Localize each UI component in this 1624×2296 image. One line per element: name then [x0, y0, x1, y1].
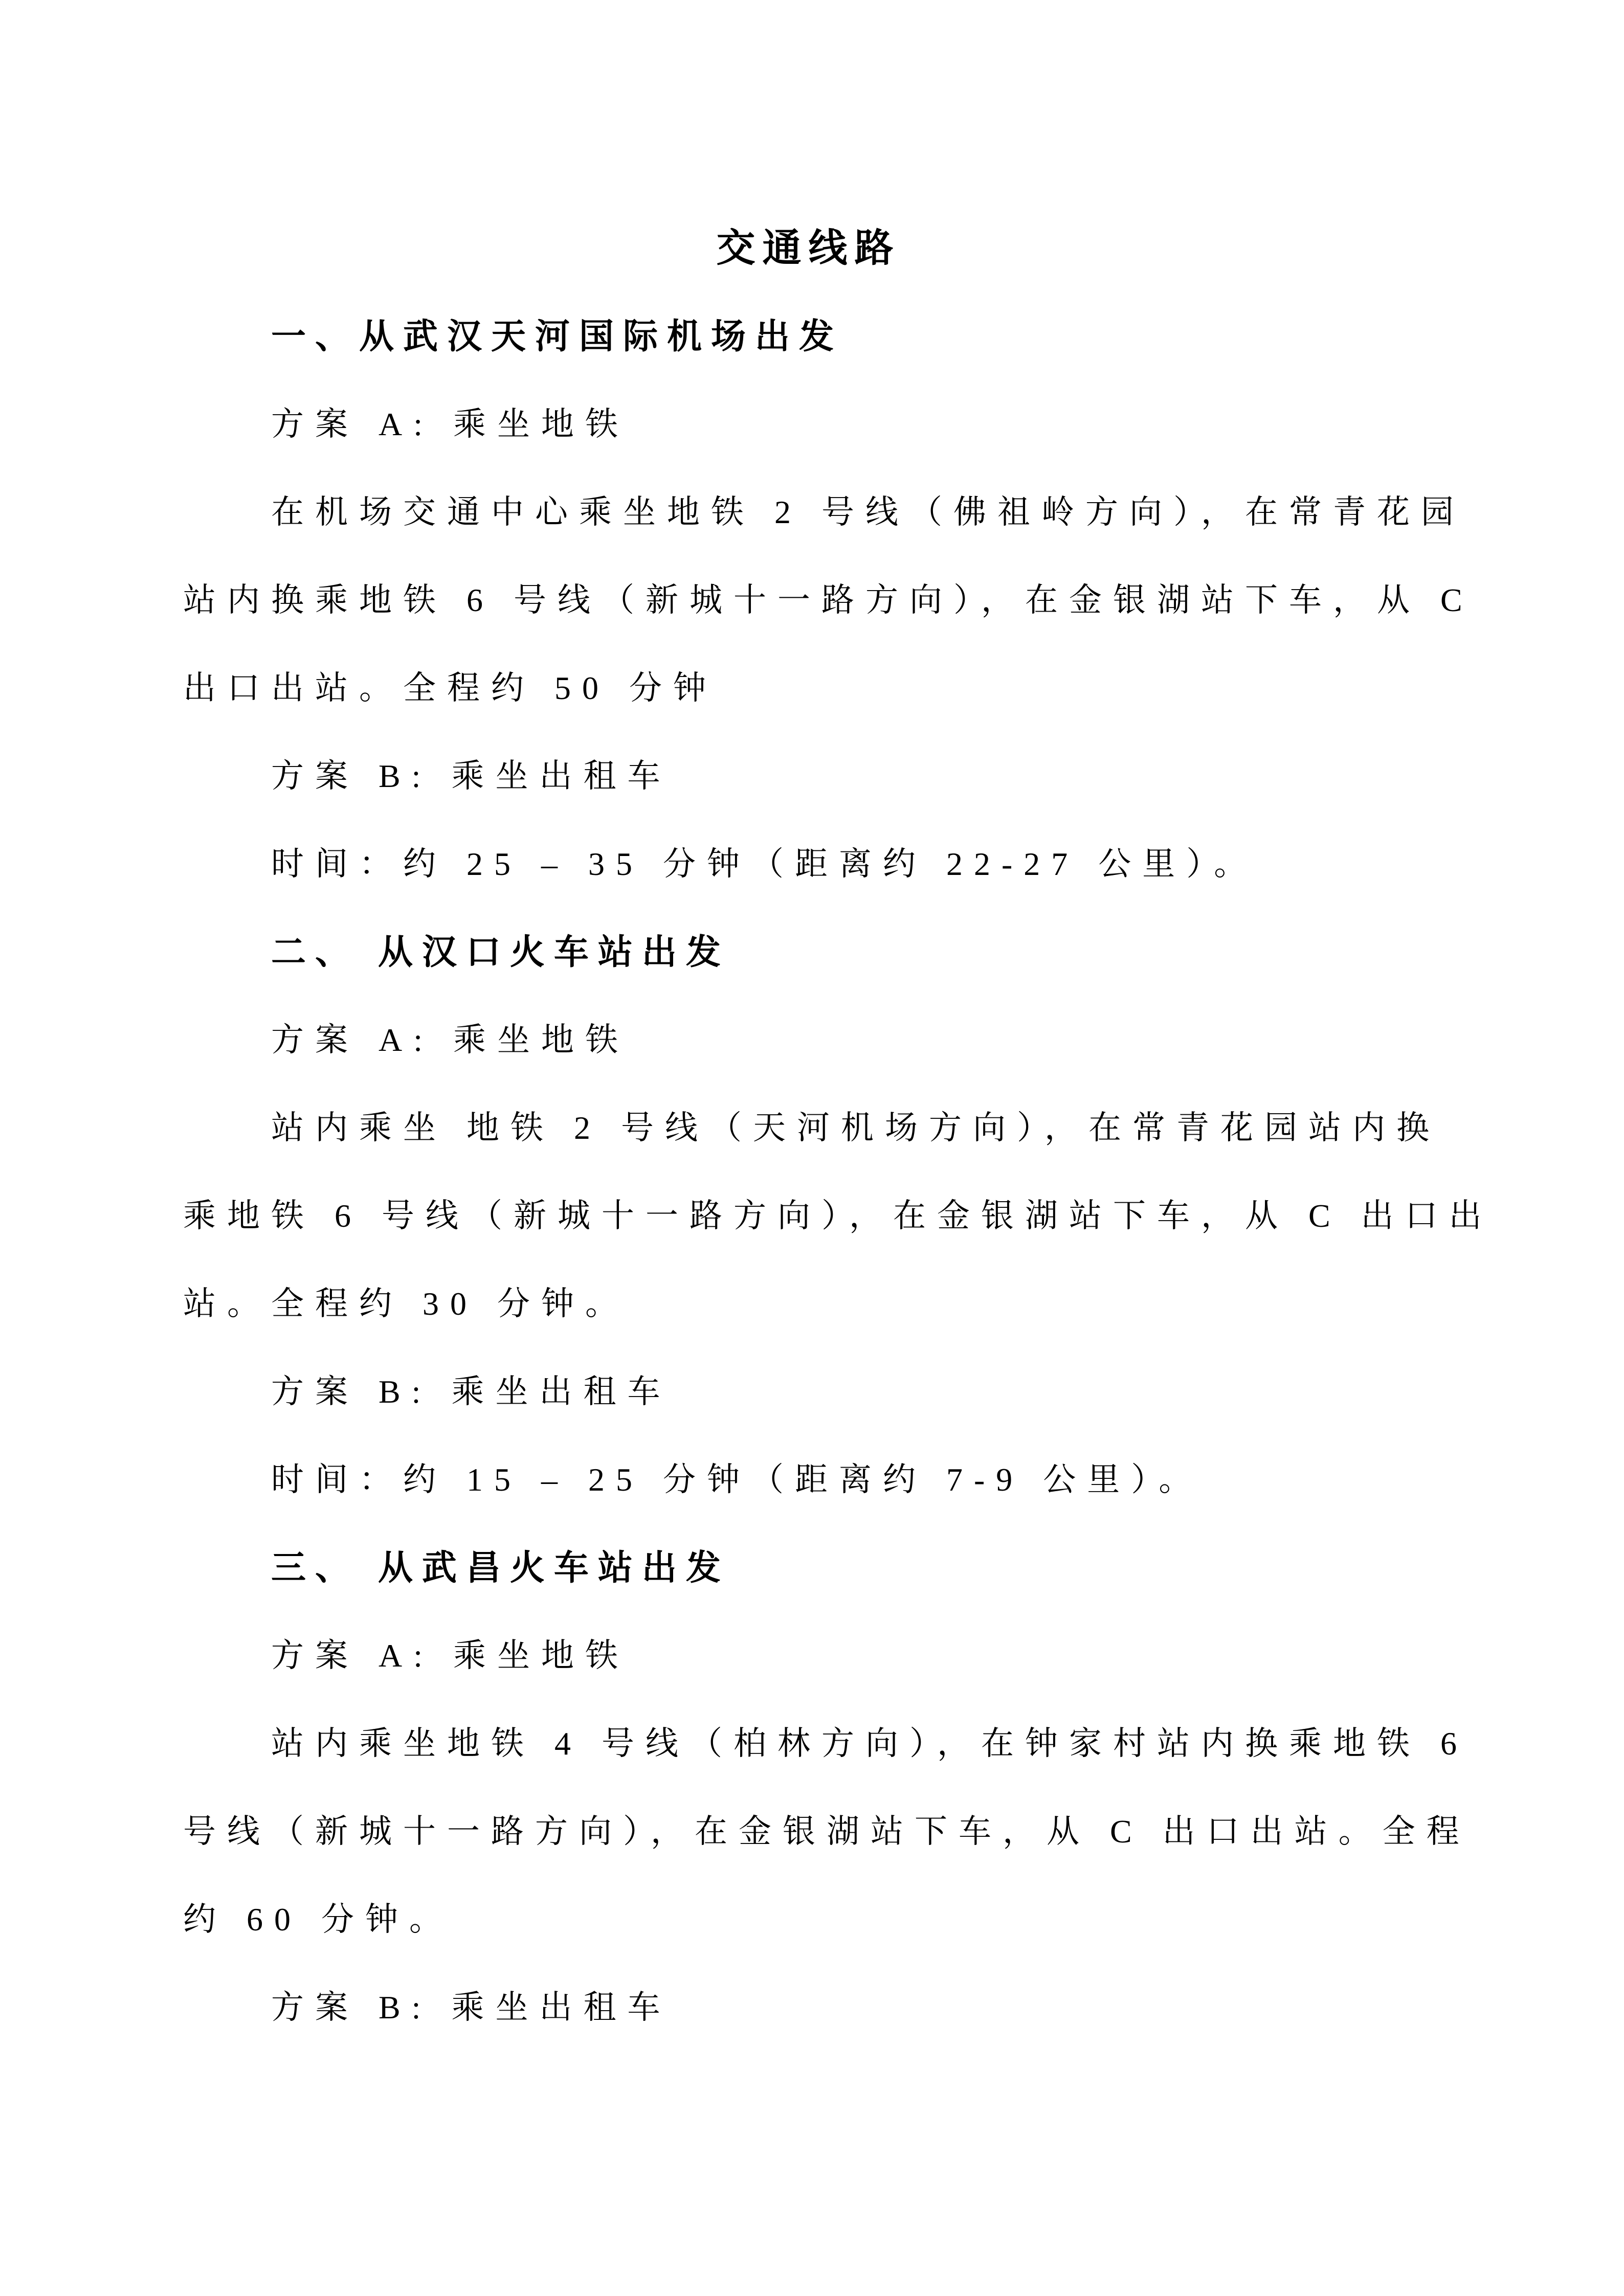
section-heading: 一、从武汉天河国际机场出发 — [271, 317, 843, 356]
route-text-line: 出口出站。全程约 50 分钟 — [183, 670, 717, 706]
route-text-line: 站。全程约 30 分钟。 — [183, 1286, 629, 1322]
route-text-line: 站内乘坐地铁 4 号线（柏林方向），在钟家村站内换乘地铁 6 — [271, 1725, 1468, 1762]
route-text-line: 站内换乘地铁 6 号线（新城十一路方向），在金银湖站下车，从 C — [183, 582, 1474, 618]
plan-a-label: 方案 A: 乘坐地铁 — [271, 1022, 629, 1058]
route-text-line: 约 60 分钟。 — [183, 1901, 453, 1938]
route-text-line: 站内乘坐 地铁 2 号线（天河机场方向），在常青花园站内换 — [271, 1110, 1440, 1146]
document-title: 交通线路 — [716, 227, 901, 270]
plan-a-label: 方案 A: 乘坐地铁 — [271, 406, 629, 442]
route-text-line: 在机场交通中心乘坐地铁 2 号线（佛祖岭方向），在常青花园 — [271, 494, 1465, 530]
plan-b-label: 方案 B: 乘坐出租车 — [271, 758, 672, 794]
time-info-line: 时间：约 15 – 25 分钟（距离约 7-9 公里）。 — [271, 1461, 1203, 1498]
section-heading: 三、 从武昌火车站出发 — [271, 1548, 730, 1587]
section-heading: 二、 从汉口火车站出发 — [271, 933, 730, 972]
route-text-line: 号线（新城十一路方向），在金银湖站下车，从 C 出口出站。全程 — [183, 1813, 1471, 1850]
route-text-line: 乘地铁 6 号线（新城十一路方向），在金银湖站下车，从 C 出口出 — [183, 1198, 1493, 1234]
plan-b-label: 方案 B: 乘坐出租车 — [271, 1989, 672, 2025]
plan-b-label: 方案 B: 乘坐出租车 — [271, 1374, 672, 1410]
plan-a-label: 方案 A: 乘坐地铁 — [271, 1637, 629, 1674]
time-info-line: 时间：约 25 – 35 分钟（距离约 22-27 公里）。 — [271, 846, 1258, 882]
document-content — [183, 205, 1493, 2052]
